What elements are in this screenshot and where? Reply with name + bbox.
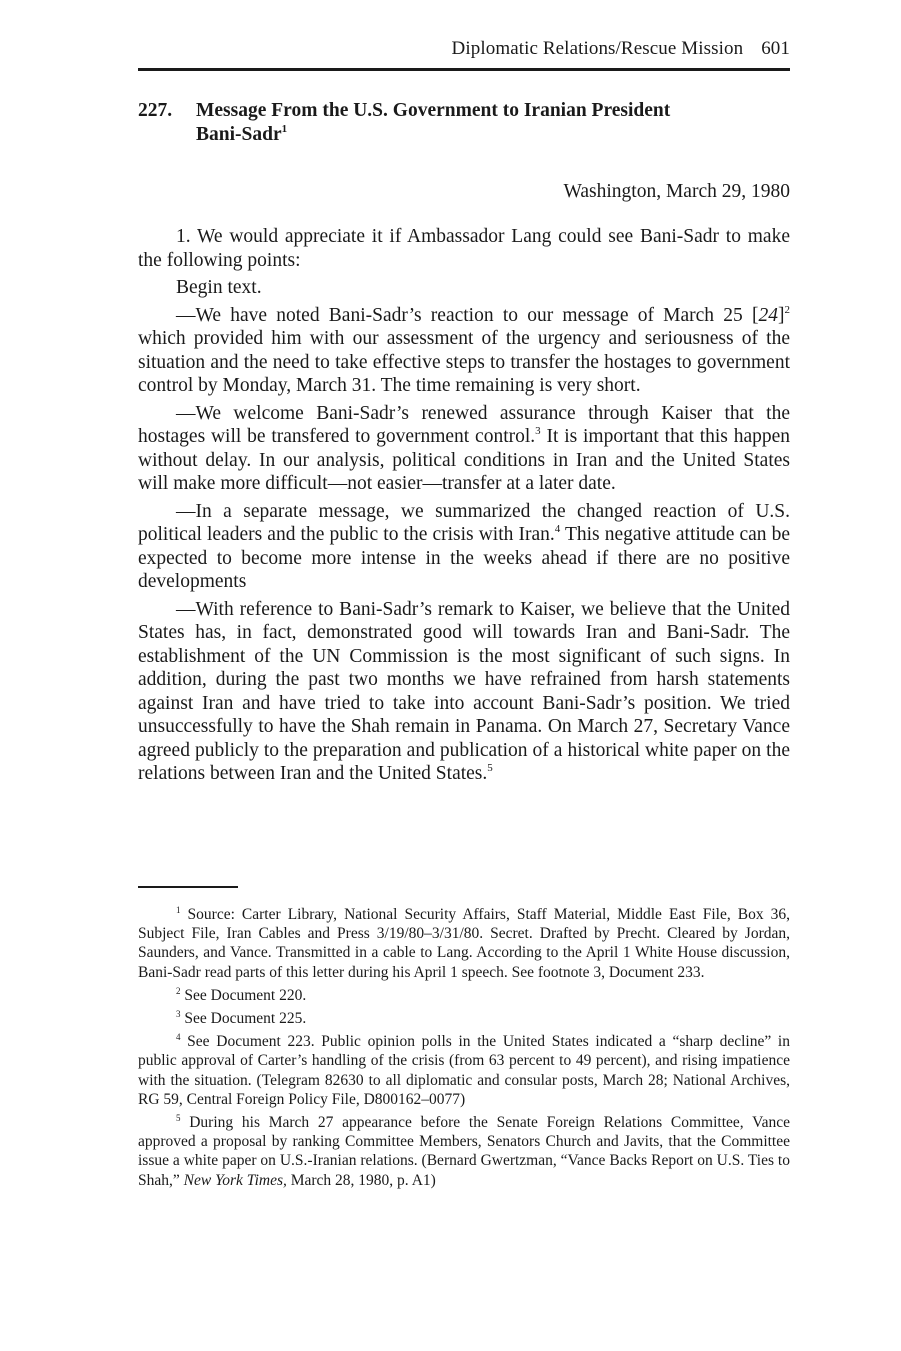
paragraph-3 (138, 304, 790, 398)
footnote-3-number: 3 (176, 1009, 181, 1020)
footnote-1 (138, 905, 790, 982)
paragraph-3-text-c: which provided him with our assessment of the urgency and seriousness of the situation and the need to take effective steps to transfer the hostages to government control by Monday, March 31. The time remaining is very short. (138, 328, 790, 396)
footnote-ref-2[interactable]: 2 (784, 303, 790, 316)
footnote-ref-4[interactable]: 4 (554, 523, 561, 535)
footnote-5-text-a: During his March 27 appearance before the Senate Foreign Relations Committee, Vance approved a proposal by ranking Committee Members, Senators Church and Javits, that the Committee issue a white paper on U.S.-Iranian relations. (Bernard Gwertzman, “Vance Backs Report on U.S. Ties to Shah,” (138, 1114, 790, 1189)
paragraph-4 (138, 402, 790, 496)
document-title-line1: Message From the U.S. Government to Iranian President (196, 100, 671, 121)
footnote-ref-5[interactable]: 5 (487, 762, 493, 774)
paragraph-5-text-a: —In a separate message, we summarized the changed reaction of U.S. political leaders and the public to the crisis with Iran. (138, 500, 790, 545)
document-heading (138, 99, 790, 147)
paragraph-6-text: —With reference to Bani-Sadr’s remark to Kaiser, we believe that the United States has, in fact, demonstrated good will towards Iran and Bani-Sadr. The establishment of the UN Commission is the most significant of such signs. In addition, during the past two months we have refrained from harsh statements against Iran and have tried to take into account Bani-Sadr’s position. We tried unsuccessfully to have the Shah remain in Panama. On March 27, Secretary Vance agreed publicly to the preparation and publication of a historical white paper on the relations between Iran and the United States. (138, 598, 790, 784)
footnote-rule (138, 886, 238, 888)
footnote-1-number: 1 (176, 905, 181, 915)
paragraph-3-text-b: ] (778, 304, 785, 326)
footnote-3 (138, 1009, 790, 1028)
document-ref-24[interactable]: 24 (758, 304, 778, 326)
document-number: 227. (138, 100, 173, 121)
paragraph-5-text-b: This negative attitude can be expected to become more intense in the weeks ahead if there are no positive developments (138, 524, 790, 592)
footnote-2 (138, 986, 790, 1005)
paragraph-1: 1. We would appreciate it if Ambassador Lang could see Bani-Sadr to make the following points: (138, 226, 790, 271)
paragraph-3-text-a: —We have noted Bani-Sadr’s reaction to our message of March 25 [ (176, 304, 759, 326)
document-title-line2: Bani-Sadr (196, 124, 282, 145)
dateline: Washington, March 29, 1980 (563, 181, 790, 202)
paragraph-6 (138, 598, 790, 786)
footnote-5 (138, 1113, 790, 1190)
header-rule (138, 68, 790, 71)
footnote-5-number: 5 (176, 1113, 181, 1124)
page-number: 601 (761, 38, 790, 59)
footnote-2-text: See Document 220. (180, 986, 307, 1004)
footnote-2-number: 2 (176, 985, 181, 996)
paragraph-begin-text: Begin text. (176, 277, 262, 298)
footnote-ref-3[interactable]: 3 (535, 425, 541, 437)
footnote-3-text: See Document 225. (180, 1010, 307, 1028)
footnote-4-number: 4 (176, 1032, 181, 1043)
footnote-4 (138, 1032, 790, 1109)
footnotes (138, 905, 790, 1194)
paragraph-5 (138, 500, 790, 594)
paragraph-4-text-b: It is important that this happen without delay. In our analysis, political conditions in Iran and the United States will make more difficult—not easier—transfer at a later date. (138, 426, 791, 494)
document-body (138, 225, 790, 790)
running-head-title: Diplomatic Relations/Rescue Mission (451, 38, 744, 59)
paragraph-4-text-a: —We welcome Bani-Sadr’s renewed assurance through Kaiser that the hostages will be transfered to government control. (138, 402, 790, 447)
running-head (452, 38, 790, 60)
footnote-ref-1[interactable]: 1 (281, 123, 288, 135)
footnote-1-text: Source: Carter Library, National Security Affairs, Staff Material, Middle East File, Box 36, Subject File, Iran Cables and Press 3/19/80–3/31/80. Secret. Drafted by Precht. Cleared by Jordan, Saunders, and Vance. Transmitted in a cable to Lang. According to the April 1 White House discussion, Bani-Sadr read parts of this letter during his April 1 speech. See footnote 3, Document 233. (138, 906, 790, 981)
footnote-5-text-b: March 28, 1980, p. A1) (286, 1171, 436, 1189)
footnote-4-text: See Document 223. Public opinion polls in the United States indicated a “sharp decline” in public approval of Carter’s handling of the crisis (from 63 percent to 49 percent), and rising impatience with the situation. (Telegram 82630 to all diplomatic and consular posts, March 28; National Archives, RG 59, Central Foreign Policy File, D800162–0077) (138, 1033, 790, 1108)
footnote-5-publication: New York Times, (183, 1171, 287, 1189)
